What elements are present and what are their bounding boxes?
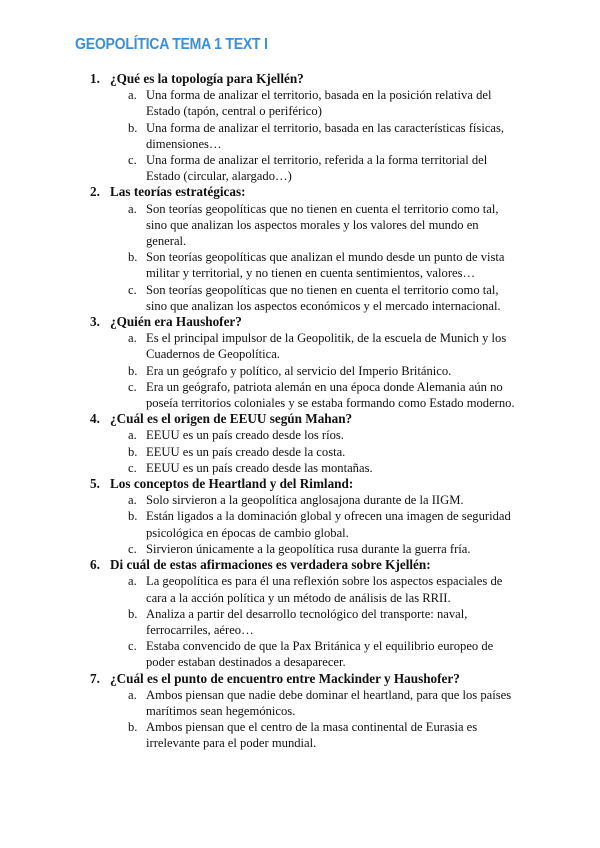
option-text: Ambos piensan que el centro de la masa continental de Eurasia es irrelevante para el poder mundial. [146,720,478,751]
option-text: Estaba convencido de que la Pax Británica y el equilibrio europeo de poder estaban destinados a desaparecer. [146,639,494,670]
option-text: Están ligados a la dominación global y ofrecen una imagen de seguridad psicológica en épocas de cambio global. [146,509,511,540]
question-text: Las teorías estratégicas: [110,184,246,200]
question-list [0,71,600,752]
option-letter: c. [128,639,137,654]
question-2 [0,184,520,314]
answer-option [110,508,520,540]
option-letter: a. [128,88,137,103]
answer-option [110,573,520,605]
question-1 [0,71,520,184]
answer-option [110,330,520,362]
option-letter: b. [128,509,138,524]
answer-option [110,87,520,119]
option-text: Una forma de analizar el territorio, referida a la forma territorial del Estado (circular, alargado…) [146,153,488,184]
answer-option [110,638,520,670]
answer-option [110,460,520,476]
option-text: Analiza a partir del desarrollo tecnológico del transporte: naval, ferrocarriles, aéreo… [146,606,468,637]
option-text: Sirvieron únicamente a la geopolítica rusa durante la guerra fría. [146,541,471,556]
question-number: 3. [90,314,100,330]
option-letter: b. [128,120,138,135]
question-text: ¿Cuál es el punto de encuentro entre Mackinder y Haushofer? [110,670,460,686]
answer-option [110,719,520,751]
option-letter: b. [128,720,138,735]
question-number: 2. [90,184,100,200]
question-text: ¿Quién era Haushofer? [110,314,242,330]
question-number: 7. [90,670,100,686]
option-letter: b. [128,444,138,459]
answer-option [110,152,520,184]
option-letter: c. [128,541,137,556]
option-letter: b. [128,363,138,378]
answer-option [110,282,520,314]
answer-option [110,120,520,152]
option-letter: a. [128,687,137,702]
question-number: 5. [90,476,100,492]
option-letter: c. [128,282,137,297]
question-number: 4. [90,411,100,427]
document-title: GEOPOLÍTICA TEMA 1 TEXT I [75,36,268,53]
option-letter: a. [128,331,137,346]
question-text: Di cuál de estas afirmaciones es verdadera sobre Kjellén: [110,557,431,573]
answer-option [110,492,520,508]
option-text: Son teorías geopolíticas que no tienen en cuenta el territorio como tal, sino que analizan los aspectos económicos y el mercado internacional. [146,282,501,313]
answer-option [110,379,520,411]
option-text: La geopolítica es para él una reflexión sobre los aspectos espaciales de cara a la acción política y un método de análisis de las RRII. [146,574,503,605]
answer-option [110,427,520,443]
option-letter: b. [128,250,138,265]
answer-option [110,541,520,557]
option-text: EEUU es un país creado desde los ríos. [146,428,344,443]
question-5 [0,476,520,557]
question-6 [0,557,520,670]
option-letter: a. [128,493,137,508]
option-text: Son teorías geopolíticas que analizan el mundo desde un punto de vista militar y territorial, y no tienen en cuenta sentimientos, valores… [146,250,505,281]
answer-option [110,201,520,250]
option-text: Una forma de analizar el territorio, basada en la posición relativa del Estado (tapón, central o periférico) [146,88,492,119]
question-text: ¿Qué es la topología para Kjellén? [110,71,304,86]
option-text: Es el principal impulsor de la Geopolitik, de la escuela de Munich y los Cuadernos de Geopolítica. [146,331,507,362]
option-letter: c. [128,379,137,394]
option-text: Solo sirvieron a la geopolítica anglosajona durante de la IIGM. [146,493,464,508]
question-3 [0,314,520,411]
option-text: Ambos piensan que nadie debe dominar el heartland, para que los países marítimos sean hegemónicos. [146,687,512,718]
option-letter: b. [128,606,138,621]
question-text: ¿Cuál es el origen de EEUU según Mahan? [110,411,353,427]
option-text: Era un geógrafo, patriota alemán en una época donde Alemania aún no poseía territorios coloniales y se estaba formando como Estado moderno. [146,379,515,411]
option-text: EEUU es un país creado desde la costa. [146,444,346,459]
option-text: Era un geógrafo y político, al servicio del Imperio Británico. [146,363,452,378]
option-letter: a. [128,201,137,216]
option-text: EEUU es un país creado desde las montañas. [146,460,373,475]
answer-option [110,249,520,281]
question-7 [0,671,520,752]
option-letter: c. [128,460,137,475]
option-text: Son teorías geopolíticas que no tienen en cuenta el territorio como tal, sino que analizan los aspectos morales y los valores del mundo en general. [146,201,499,249]
answer-option [110,687,520,719]
question-number: 6. [90,557,100,573]
option-text: Una forma de analizar el territorio, basada en las características físicas, dimensiones… [146,120,505,151]
question-number: 1. [90,71,100,86]
answer-option [110,444,520,460]
question-4 [0,411,520,476]
answer-option [110,363,520,379]
option-letter: a. [128,574,137,589]
option-letter: c. [128,153,137,168]
option-letter: a. [128,428,137,443]
question-text: Los conceptos de Heartland y del Rimland: [110,476,354,492]
answer-option [110,606,520,638]
